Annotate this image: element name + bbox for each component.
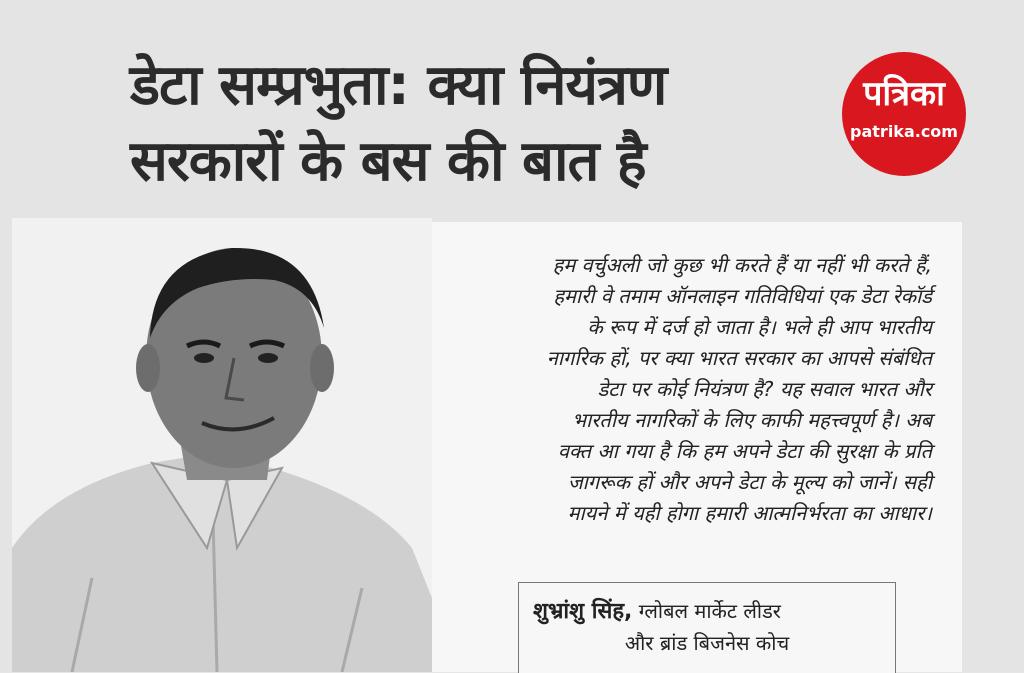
logo-english-text: patrika.com (850, 122, 958, 141)
quote-panel (432, 222, 962, 672)
quote-line: हमारी वे तमाम ऑनलाइन गतिविधियां एक डेटा रेकॉर्ड (553, 284, 932, 308)
author-photo (12, 218, 432, 672)
quote-text (432, 250, 932, 529)
headline-line-1: डेटा सम्प्रभुता: क्या नियंत्रण (130, 53, 667, 118)
quote-line: भारतीय नागरिकों के लिए काफी महत्त्वपूर्ण है। अब (572, 408, 932, 432)
author-byline (518, 582, 896, 673)
quote-line: जागरूक हों और अपने डेटा के मूल्य को जानें। सही (567, 470, 932, 494)
quote-line: नागरिक हों, पर क्या भारत सरकार का आपसे संबंधित (546, 346, 932, 370)
person-portrait-icon (12, 218, 432, 672)
author-name: शुभ्रांशु सिंह, (533, 599, 633, 624)
patrika-logo (842, 52, 966, 176)
headline (130, 48, 830, 200)
author-role: ग्लोबल मार्केट लीडर (638, 599, 781, 623)
author-role-2: और ब्रांड बिजनेस कोच (624, 631, 790, 655)
quote-line: मायने में यही होगा हमारी आत्मनिर्भरता का आधार। (567, 501, 932, 525)
byline-line-1 (533, 595, 781, 625)
logo-hindi-text: पत्रिका (863, 74, 945, 114)
quote-line: हम वर्चुअली जो कुछ भी करते हैं या नहीं भी करते हैं, (552, 253, 932, 277)
quote-line: के रूप में दर्ज हो जाता है। भले ही आप भारतीय (587, 315, 932, 339)
quote-line: वक्त आ गया है कि हम अपने डेटा की सुरक्षा के प्रति (557, 439, 932, 463)
quote-line: डेटा पर कोई नियंत्रण है? यह सवाल भारत और (597, 377, 932, 401)
headline-line-2: सरकारों के बस की बात है (130, 129, 646, 194)
